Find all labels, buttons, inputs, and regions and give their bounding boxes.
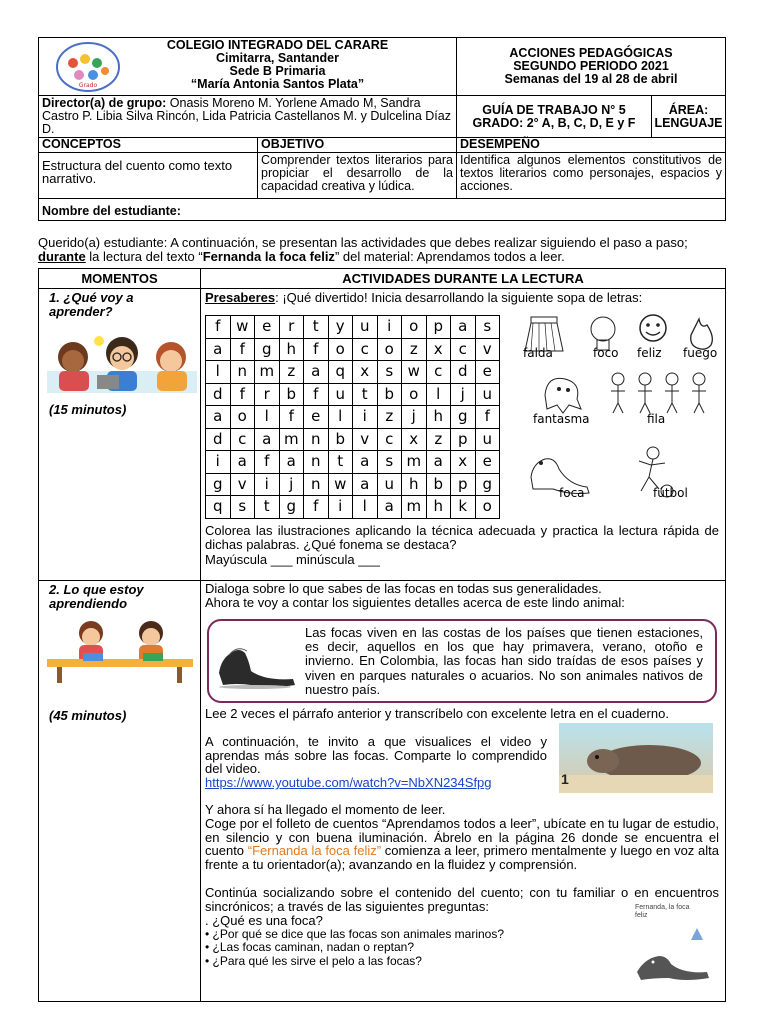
word-search-cell: t [255,496,280,519]
word-search-cell: d [206,383,231,406]
word-search-row [206,338,500,361]
word-search-cell: a [279,451,304,474]
activity-2-cell [201,581,726,1002]
label-falda: falda [523,346,553,360]
label-futbol: fútbol [653,486,688,500]
word-search-cell: g [451,406,476,429]
word-search-cell: c [377,428,402,451]
word-search-cell: m [402,496,427,519]
coloring-instructions: Colorea las ilustraciones aplicando la técnica adecuada y practica la lectura rápida de dichas palabras. ¿Qué fonema se destaca? [205,523,719,552]
label-fuego: fuego [683,346,718,360]
activity-2-line1: Dialoga sobre lo que sabes de las focas en todas sus generalidades. [205,581,602,596]
reading-instruction-1: Coge por el folleto de cuentos “Aprendamos todos a leer”, ubícate en tu lugar de estudio, en silencio y con buena iluminación. Ábrelo en la página 26 donde se encuentra el cuento [205,816,719,858]
period-label: SEGUNDO PERIODO 2021 [513,59,669,73]
objetivo-text: Comprender textos literarios para propiciar el desarrollo de la capacidad creativa y lúdica. [258,153,457,199]
seal-info-text: Las focas viven en las costas de los países que tienen estaciones, es decir, aquellos en los que hay primavera, verano, otoño e invierno. En Colombia, las focas han sido traídas de esos países y viven en parques naturales o acuarios. No son animales nativos de nuestro país. [305,625,703,697]
activity-2-line2: Ahora te voy a contar los siguientes detalles acerca de este lindo animal: [205,594,625,610]
word-search-cell: m [255,361,280,384]
word-search-cell: s [475,316,500,339]
area-cell [652,96,726,138]
time-to-read: Y ahora sí ha llegado el momento de leer. [205,802,446,817]
word-search-cell: e [304,406,329,429]
school-sede-name: “María Antonia Santos Plata” [190,77,365,91]
moment-1-title: 1. ¿Qué voy a aprender? [49,290,134,319]
word-search-cell: d [451,361,476,384]
label-fantasma: fantasma [533,412,590,426]
word-search-cell: f [230,338,255,361]
ghost-icon [545,378,581,413]
label-foca: foca [559,486,585,500]
kids-in-line-icon [611,373,706,413]
mayuscula-line: Mayúscula ___ minúscula ___ [205,552,380,567]
conceptos-header: CONCEPTOS [39,138,258,153]
word-search-cell: c [451,338,476,361]
word-search-cell: l [206,361,231,384]
word-search-cell: j [279,473,304,496]
read-twice-instruction: Lee 2 veces el párrafo anterior y transcríbelo con excelente letra en el cuaderno. [205,706,669,721]
presaberes-line [201,289,725,305]
intro-text-3: ” del material: Aprendamos todos a leer. [334,249,565,264]
word-search-cell: b [279,383,304,406]
word-search-cell: t [353,383,378,406]
guide-cell [457,96,652,138]
moment-2-time: (45 minutos) [49,708,127,723]
school-cell [39,38,457,96]
col-actividades: ACTIVIDADES DURANTE LA LECTURA [201,269,726,289]
word-search-cell: d [206,428,231,451]
moment-1-time: (15 minutos) [49,402,127,417]
word-search-cell: x [451,451,476,474]
reading-instruction [205,817,719,871]
word-search-row [206,473,500,496]
word-search-cell: b [377,383,402,406]
word-search-cell: j [451,383,476,406]
word-search-cell: s [377,451,402,474]
intro-paragraph [38,236,728,264]
director-names: Onasis Moreno M. Yorlene Amado M, Sandra Castro P. Libia Silva Rincón, Lida Patricia Castellanos M. y Dulcelina Díaz D. [42,96,451,136]
word-search-cell: e [255,316,280,339]
weeks-label: Semanas del 19 al 28 de abril [504,72,678,86]
question-4: • ¿Para qué les sirve el pelo a las focas? [205,953,422,968]
actions-title: ACCIONES PEDAGÓGICAS [509,46,673,60]
header-table [38,37,726,221]
word-search-cell: a [304,361,329,384]
word-search-cell: h [426,496,451,519]
moment-2-cell [39,581,201,1002]
word-search-grid [205,315,500,519]
word-search-cell: m [402,451,427,474]
desempeno-text: Identifica algunos elementos constitutivos de textos literarios como personajes, espacios y acciones. [457,153,726,199]
word-search-cell: z [402,338,427,361]
word-search-cell: u [377,473,402,496]
word-search-cell: k [451,496,476,519]
word-search-cell: h [402,473,427,496]
word-search-cell: n [304,451,329,474]
word-search-cell: o [475,496,500,519]
word-search-cell: p [451,428,476,451]
word-search-cell: f [304,338,329,361]
director-cell [39,96,457,138]
word-search-cell: b [426,473,451,496]
word-search-cell: e [475,361,500,384]
word-search-cell: c [426,361,451,384]
question-list [205,914,625,968]
activities-table [38,268,726,1002]
svg-text:Grado: Grado [78,82,98,89]
moment-2-title: 2. Lo que estoy aprendiendo [49,582,144,611]
word-search-cell: f [206,316,231,339]
word-search-cell: z [279,361,304,384]
word-search-cell: o [402,383,427,406]
word-search-cell: n [304,473,329,496]
kids-reading-icon [43,619,197,683]
question-1: . ¿Qué es una foca? [205,913,323,928]
word-search-cell: v [230,473,255,496]
word-search-cell: m [279,428,304,451]
word-search-cell: f [304,496,329,519]
word-search-cell: b [328,428,353,451]
word-search-cell: n [230,361,255,384]
seal-resting-icon [559,723,713,793]
word-search-cell: g [255,338,280,361]
word-search-cell: o [402,316,427,339]
word-search-cell: o [328,338,353,361]
word-search-cell: v [475,338,500,361]
word-search-cell: o [377,338,402,361]
word-search-cell: h [279,338,304,361]
word-search-row [206,361,500,384]
guide-number: GUÍA DE TRABAJO N° 5 [482,102,626,117]
word-search-row [206,428,500,451]
word-search-cell: q [206,496,231,519]
word-search-cell: j [402,406,427,429]
word-search-cell: a [426,451,451,474]
actions-cell [457,38,726,96]
word-search-cell: w [328,473,353,496]
story-title: “Fernanda la foca feliz” [247,843,382,858]
word-search-row [206,383,500,406]
word-search-cell: a [353,473,378,496]
word-search-cell: i [206,451,231,474]
word-search-cell: t [328,451,353,474]
smiley-face-icon [640,315,666,341]
conceptos-text: Estructura del cuento como texto narrativo. [39,153,258,199]
word-search-cell: f [255,451,280,474]
word-search-cell: g [279,496,304,519]
word-search-cell: l [255,406,280,429]
word-search-cell: u [328,383,353,406]
word-search-cell: t [304,316,329,339]
word-search-cell: l [353,496,378,519]
video-instruction: A continuación, te invito a que visualices el video y aprendas más sobre las focas. Comparte lo comprendido del video. [205,734,547,776]
area-label: ÁREA: [668,102,709,117]
word-search-row [206,496,500,519]
word-search-cell: o [230,406,255,429]
word-search-cell: i [353,406,378,429]
word-search-cell: p [426,316,451,339]
word-search-cell: f [475,406,500,429]
fire-icon [691,319,713,349]
word-search-cell: f [230,383,255,406]
kids-learning-icon [47,331,197,393]
grade-label: GRADO: 2° A, B, C, D, E y F [472,115,636,130]
desempeno-header: DESEMPEÑO [457,138,726,153]
word-search-cell: w [402,361,427,384]
word-search-cell: e [475,451,500,474]
presaberes-text: : ¡Qué divertido! Inicia desarrollando la siguiente sopa de letras: [275,290,643,305]
word-search-cell: a [206,406,231,429]
word-search-cell: h [426,406,451,429]
word-search-cell: i [328,496,353,519]
word-search-cell: n [304,428,329,451]
seal-beach-photo [559,723,713,793]
intro-text-2: la lectura del texto “ [85,249,203,264]
col-momentos: MOMENTOS [39,269,201,289]
word-search-cell: l [426,383,451,406]
discussion-instruction: Continúa socializando sobre el contenido del cuento; con tu familiar o en encuentros sincrónicos; a través de las siguientes preguntas: [205,885,719,914]
word-search-cell: a [451,316,476,339]
intro-text-1: Querido(a) estudiante: A continuación, se presentan las actividades que debes realizar siguiendo el paso a paso; [38,235,688,250]
word-search-row [206,451,500,474]
word-search-cell: g [206,473,231,496]
story-thumbnail [631,904,717,994]
word-search-cell: r [279,316,304,339]
word-search-cell: x [402,428,427,451]
word-search-cell: f [279,406,304,429]
seal-info-box [207,619,717,703]
word-search-cell: a [230,451,255,474]
photo-number: 1 [561,771,569,787]
word-search-row [206,406,500,429]
area-value: LENGUAJE [654,115,723,130]
question-2: • ¿Por qué se dice que las focas son animales marinos? [205,926,505,941]
word-search-cell: c [353,338,378,361]
word-search-cell: x [353,361,378,384]
word-search-cell: y [328,316,353,339]
word-search-cell: s [377,361,402,384]
school-location: Cimitarra, Santander [216,51,339,65]
school-sede: Sede B Primaria [229,64,326,78]
school-logo-icon [55,41,121,93]
reading-instruction-2: comienza a leer, primero mentalmente y luego en voz alta frente a tu orientador(a); avanzando en la fluidez y comprensión. [205,843,719,872]
story-thumbnail-title: Fernanda, la foca feliz [635,904,690,919]
word-search-cell: a [206,338,231,361]
word-search-cell: u [475,428,500,451]
word-search-cell: g [475,473,500,496]
word-search-row [206,316,500,339]
video-link[interactable]: https://www.youtube.com/watch?v=NbXN234Sfpg [205,775,492,790]
word-search-cell: i [255,473,280,496]
question-3: • ¿Las focas caminan, nadan o reptan? [205,940,414,954]
word-search-cell: u [353,316,378,339]
label-fila: fila [647,412,666,426]
moment-1-cell [39,289,201,581]
word-search-cell: r [255,383,280,406]
label-foco: foco [593,346,619,360]
presaberes-label: Presaberes [205,290,276,305]
word-search-cell: z [426,428,451,451]
intro-book-title: Fernanda la foca feliz [202,249,335,264]
word-search-cell: p [451,473,476,496]
seal-photo [215,631,297,689]
word-search-cell: v [353,428,378,451]
label-feliz: feliz [637,346,662,360]
director-label: Director(a) de grupo: [42,96,167,110]
word-search-cell: a [377,496,402,519]
word-search-cell: q [328,361,353,384]
word-search-cell: i [377,316,402,339]
intro-durante: durante [38,249,86,264]
word-search-cell: c [230,428,255,451]
word-search-cell: a [255,428,280,451]
word-search-cell: s [230,496,255,519]
word-search-cell: l [328,406,353,429]
word-search-cell: u [475,383,500,406]
school-name: COLEGIO INTEGRADO DEL CARARE [166,38,389,52]
word-search-cell: a [353,451,378,474]
activity-1-cell [201,289,726,581]
word-search-cell: x [426,338,451,361]
happy-seal-icon [631,920,717,990]
word-search-cell: f [304,383,329,406]
word-search-cell: w [230,316,255,339]
word-search-cell: z [377,406,402,429]
student-name-field: Nombre del estudiante: [39,199,726,221]
objetivo-header: OBJETIVO [258,138,457,153]
